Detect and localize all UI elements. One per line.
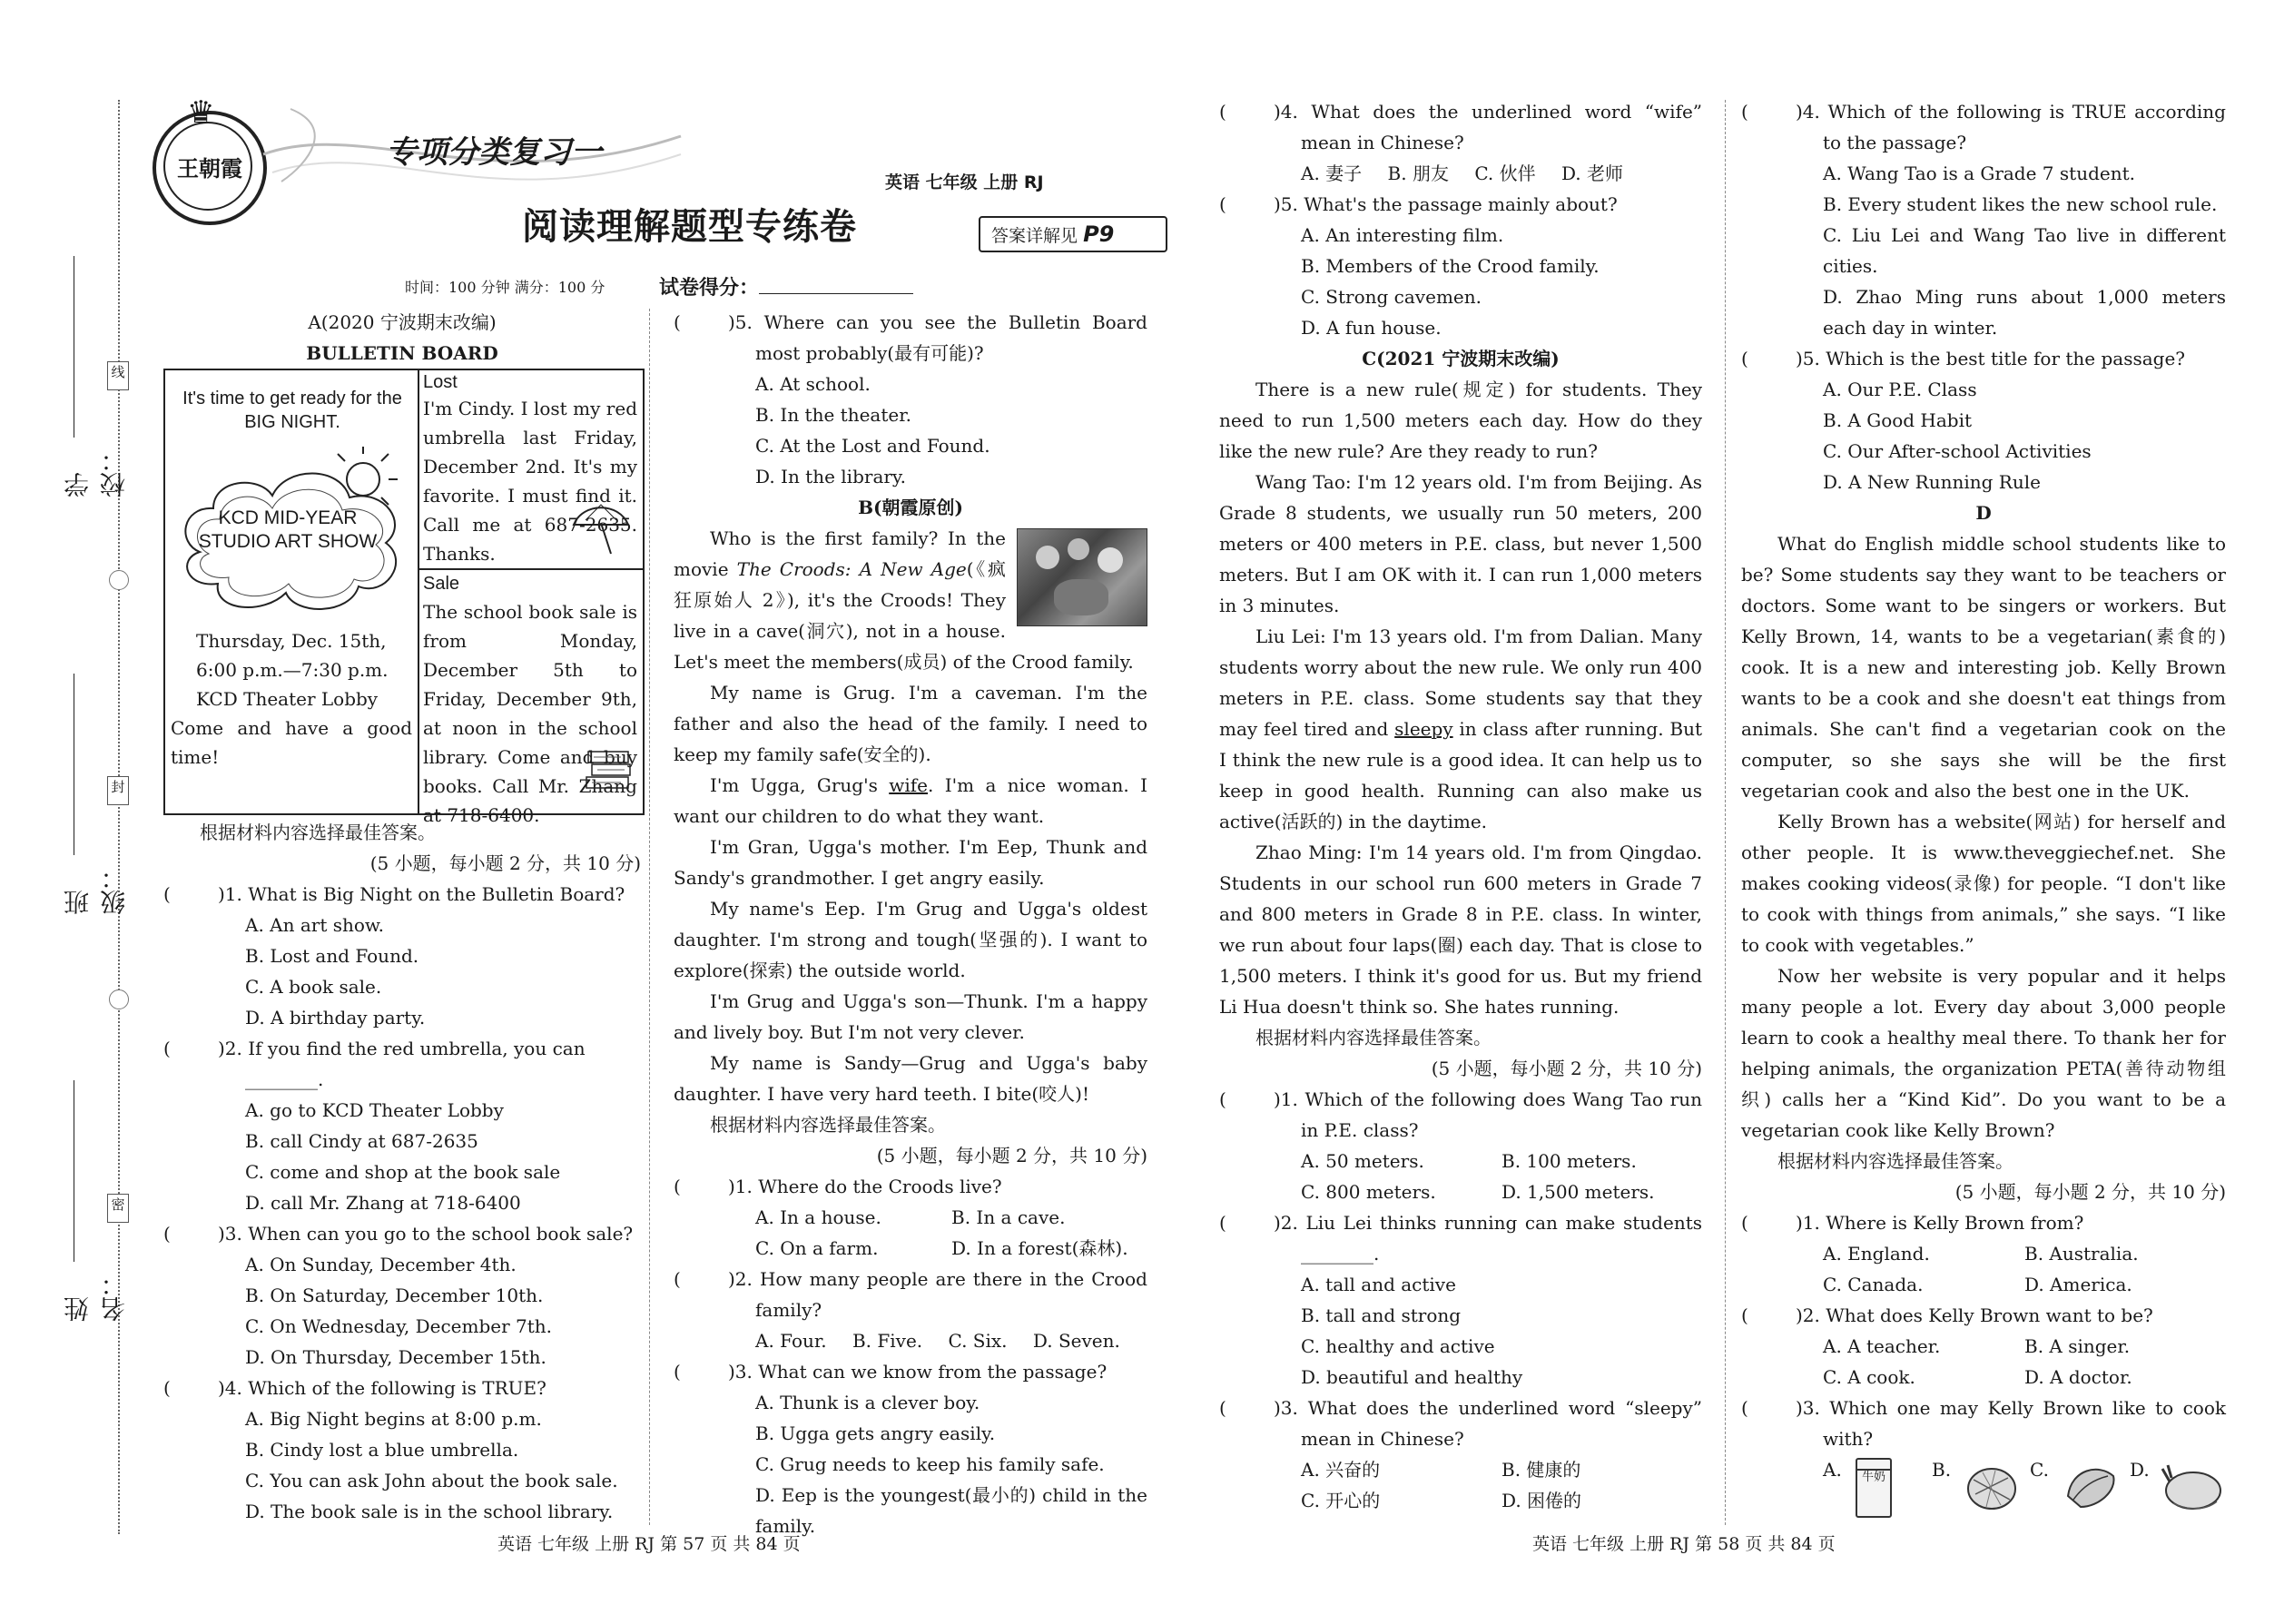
event-place: KCD Theater Lobby	[196, 688, 379, 710]
option[interactable]: B. Members of the Crood family.	[1301, 255, 1600, 277]
option[interactable]: B. A singer.	[2024, 1335, 2131, 1357]
sale-text: The school book sale is from Monday, December 5th to Friday, December 9th, at noon in the school library. Come and buy books. Call Mr. Zhang at 718-6400.	[423, 601, 637, 826]
vegetable-icon	[2063, 1460, 2119, 1512]
question-c1[interactable]: ( )1. Which of the following does Wang Tao run in P.E. class?	[1219, 1088, 1702, 1141]
question-a2[interactable]: ( )2. If you find the red umbrella, you can ________.	[163, 1038, 586, 1090]
roast-chicken-icon	[2161, 1458, 2224, 1514]
time-score: 时间：100 分钟 满分：100 分	[405, 279, 605, 296]
question-a4[interactable]: ( )4. Which of the following is TRUE?	[163, 1377, 546, 1399]
option[interactable]: A. On Sunday, December 4th.	[245, 1254, 517, 1275]
question-c3[interactable]: ( )3. What does the underlined word “sleepy” mean in Chinese?	[1219, 1397, 1702, 1450]
points-b: (5 小题，每小题 2 分，共 10 分)	[876, 1145, 1147, 1166]
points-d: (5 小题，每小题 2 分，共 10 分)	[1954, 1181, 2226, 1203]
footer-left: 英语 七年级 上册 RJ 第 57 页 共 84 页	[497, 1534, 801, 1554]
option[interactable]: A. An art show.	[245, 914, 385, 936]
score-label: 试卷得分：	[659, 277, 760, 300]
option[interactable]: C. Grug needs to keep his family safe.	[755, 1453, 1105, 1475]
logo-text: 王朝霞	[177, 155, 242, 182]
instruction-d: 根据材料内容选择最佳答案。	[1777, 1150, 2013, 1172]
option[interactable]: B. 100 meters.	[1501, 1150, 1637, 1172]
answer-ref-box	[979, 216, 1167, 252]
options-b2	[674, 1325, 1147, 1356]
question-a5[interactable]: ( )5. Where can you see the Bulletin Board most probably(最有可能)?	[674, 311, 1147, 364]
option[interactable]: D. America.	[2024, 1274, 2132, 1295]
options-d1	[1741, 1238, 2226, 1300]
score-field[interactable]	[659, 272, 913, 300]
b-paragraph-4: I'm Gran, Ugga's mother. I'm Eep, Thunk and Sandy's grandmother. I get angry easily.	[674, 836, 1147, 889]
options-d2	[1741, 1331, 2226, 1393]
option[interactable]: B. A Good Habit	[1823, 409, 1973, 431]
option[interactable]: C. Liu Lei and Wang Tao live in different cities.	[1823, 224, 2226, 277]
option[interactable]: A. England.	[1823, 1243, 1930, 1265]
footer-right: 英语 七年级 上册 RJ 第 58 页 共 84 页	[1532, 1534, 1836, 1554]
column-1	[163, 307, 641, 369]
series-title: 专项分类复习一	[386, 134, 602, 171]
event-time: 6:00 p.m.—7:30 p.m.	[196, 659, 389, 681]
milk-label: 牛奶	[1861, 1471, 1885, 1484]
option[interactable]: A. In a house.	[755, 1206, 881, 1228]
options-b4	[1219, 158, 1702, 189]
option[interactable]: D. 困倦的	[1501, 1490, 1582, 1511]
bulletin-board	[163, 369, 645, 826]
c-paragraph-2: Wang Tao: I'm 12 years old. I'm from Beijing. As Grade 8 students, we usually run 50 meters, 200 meters or 400 meters in P.E. class, but never 1,500 meters. But I am OK with it. I can run 1,000 meters in 3 minutes.	[1219, 471, 1702, 616]
option[interactable]: A. 50 meters.	[1301, 1150, 1424, 1172]
option[interactable]: C. Canada.	[1823, 1274, 1924, 1295]
question-c2[interactable]: ( )2. Liu Lei thinks running can make students ________.	[1219, 1212, 1702, 1265]
option[interactable]: A.	[1823, 1459, 1842, 1481]
option[interactable]: B. tall and strong	[1301, 1304, 1462, 1326]
question-b4[interactable]: ( )4. What does the underlined word “wife” mean in Chinese?	[1219, 101, 1702, 153]
subject-info: 英语 七年级 上册 RJ	[885, 172, 1044, 192]
c-paragraph-3: Liu Lei: I'm 13 years old. I'm from Dalian. Many students worry about the new rule. We only run 400 meters in P.E. class. Some students say that they may feel tired and sleepy in class after running. But I think the new rule is a good idea. It can help us to keep in good health. Running can also make us active(活跃的) in the daytime.	[1219, 625, 1702, 832]
event-date: Thursday, Dec. 15th,	[196, 630, 387, 652]
option[interactable]: D.	[2130, 1459, 2150, 1481]
underlined-wife: wife	[889, 774, 928, 796]
question-b5[interactable]: ( )5. What's the passage mainly about?	[1219, 193, 1618, 215]
option[interactable]: D. beautiful and healthy	[1301, 1366, 1523, 1388]
option[interactable]: C. 伙伴	[1474, 162, 1536, 184]
seal-mark-1: 线	[107, 361, 129, 390]
option[interactable]: C. On Wednesday, December 7th.	[245, 1315, 552, 1337]
section-b-heading: B(朝霞原创)	[858, 497, 963, 518]
underlined-sleepy: sleepy	[1394, 718, 1453, 740]
option[interactable]: D. 1,500 meters.	[1501, 1181, 1655, 1203]
b-paragraph-5: My name's Eep. I'm Grug and Ugga's oldest daughter. I'm strong and tough(坚强的). I want to explore(探索) the outside world.	[674, 898, 1147, 981]
crown-icon: ♛	[187, 94, 215, 131]
options-c1	[1219, 1146, 1702, 1207]
hole-2	[109, 989, 129, 1009]
option[interactable]: C. At the Lost and Found.	[755, 435, 990, 457]
b-paragraph-2: My name is Grug. I'm a caveman. I'm the father and also the head of the family. I need to keep my family safe(安全的).	[674, 682, 1147, 765]
class-label: 班级：	[63, 864, 129, 915]
section-c-heading: C(2021 宁波期末改编)	[1362, 348, 1560, 369]
option[interactable]: A. Four.	[755, 1330, 827, 1352]
c-paragraph-1: There is a new rule(规定) for students. They need to run 1,500 meters each day. How do they like the new rule? Are they ready to run?	[1219, 379, 1702, 462]
points-c: (5 小题，每小题 2 分，共 10 分)	[1431, 1058, 1702, 1079]
seal-mark-2: 封	[107, 776, 129, 805]
option[interactable]: A. At school.	[755, 373, 871, 395]
lost-title: Lost	[423, 372, 458, 392]
options-d3	[1741, 1454, 2226, 1520]
question-d2[interactable]: ( )2. What does Kelly Brown want to be?	[1741, 1304, 2153, 1326]
name-label: 姓名：	[63, 1271, 129, 1322]
option[interactable]: C. come and shop at the book sale	[245, 1161, 561, 1183]
section-a-questions	[163, 817, 641, 1527]
option[interactable]: B. Lost and Found.	[245, 945, 419, 967]
question-c5[interactable]: ( )5. Which is the best title for the passage?	[1741, 348, 2186, 369]
option[interactable]: B. In the theater.	[755, 404, 911, 426]
option[interactable]: A. Thunk is a clever boy.	[755, 1392, 980, 1413]
instruction-c: 根据材料内容选择最佳答案。	[1255, 1027, 1492, 1048]
fish-icon	[1964, 1462, 2019, 1512]
umbrella-icon	[569, 497, 633, 561]
column-3	[1219, 96, 1702, 1516]
option[interactable]: C. Strong cavemen.	[1301, 286, 1482, 308]
option[interactable]: A. Wang Tao is a Grade 7 student.	[1823, 162, 2135, 184]
column-divider	[1725, 100, 1726, 1525]
instruction-a: 根据材料内容选择最佳答案。	[200, 822, 436, 843]
option[interactable]: D. call Mr. Zhang at 718-6400	[245, 1192, 521, 1214]
seal-mark-3: 密	[107, 1194, 129, 1223]
sale-title: Sale	[423, 574, 460, 594]
options-b1	[674, 1202, 1147, 1264]
option[interactable]: D. On Thursday, December 15th.	[245, 1346, 546, 1368]
hole-1	[109, 570, 129, 590]
question-b2[interactable]: ( )2. How many people are there in the Crood family?	[674, 1268, 1147, 1321]
option[interactable]: A. 兴奋的	[1301, 1459, 1381, 1481]
option[interactable]: C. A book sale.	[245, 976, 382, 998]
b-paragraph-3: I'm Ugga, Grug's wife. I'm a nice woman. I want our children to do what they want.	[674, 774, 1147, 827]
option[interactable]: A. An interesting film.	[1301, 224, 1504, 246]
column-2	[674, 307, 1147, 1541]
option[interactable]: A. Big Night begins at 8:00 p.m.	[245, 1408, 542, 1430]
column-divider	[649, 309, 650, 1525]
options-c3	[1219, 1454, 1702, 1516]
option[interactable]: C. 开心的	[1301, 1490, 1381, 1511]
option[interactable]: B. 朋友	[1387, 162, 1449, 184]
option[interactable]: A. Our P.E. Class	[1823, 379, 1977, 400]
option[interactable]: B. Five.	[852, 1330, 923, 1352]
question-c4[interactable]: ( )4. Which of the following is TRUE according to the passage?	[1741, 101, 2226, 153]
option[interactable]: D. A fun house.	[1301, 317, 1442, 339]
d-paragraph-3: Now her website is very popular and it helps many people a lot. Every day about 3,000 people learn to cook a healthy meal there. To thank her for helping animals, the organization PETA(善待动物组织) calls her a “Kind Kid”. Do you want to be a vegetarian cook like Kelly Brown?	[1741, 965, 2226, 1141]
answer-ref-page: P9	[1083, 221, 1115, 247]
question-b3[interactable]: ( )3. What can we know from the passage?	[674, 1361, 1108, 1383]
option[interactable]: B. In a cave.	[951, 1206, 1066, 1228]
option[interactable]: C. Our After-school Activities	[1823, 440, 2092, 462]
section-d-heading: D	[1975, 502, 1992, 524]
publisher-logo	[153, 94, 267, 225]
question-b1[interactable]: ( )1. Where do the Croods live?	[674, 1176, 1002, 1197]
option[interactable]: D. In a forest(森林).	[951, 1237, 1128, 1259]
instruction-b: 根据材料内容选择最佳答案。	[710, 1114, 946, 1136]
option[interactable]: C. A cook.	[1823, 1366, 1915, 1388]
b-paragraph-7: My name is Sandy—Grug and Ugga's baby daughter. I have very hard teeth. I bite(咬人)!	[674, 1052, 1147, 1105]
art-show-title: KCD MID-YEAR STUDIO ART SHOW	[198, 507, 378, 552]
croods-photo	[1017, 528, 1147, 626]
movie-title: The Croods: A New Age	[736, 558, 967, 580]
books-icon	[585, 743, 635, 799]
option[interactable]: D. The book sale is in the school library.	[245, 1501, 614, 1522]
lost-text: I'm Cindy. I lost my red umbrella last Friday, December 2nd. It's my favorite. I must find it. Call me at 687-2635. Thanks.	[423, 398, 637, 565]
option[interactable]: A. 妻子	[1301, 162, 1363, 184]
exam-title: 阅读理解题型专练卷	[522, 205, 857, 248]
c-paragraph-4: Zhao Ming: I'm 14 years old. I'm from Qingdao. Students in our school run 600 meters in Grade 7 and 800 meters in Grade 8 in P.E. class. In winter, we run about four laps(圈) each day. That is close to 1,500 meters. I think it's good for us. But my friend Li Hua doesn't think so. She hates running.	[1219, 842, 1702, 1018]
option[interactable]: D. A doctor.	[2024, 1366, 2132, 1388]
option[interactable]: B. Cindy lost a blue umbrella.	[245, 1439, 519, 1461]
question-a1[interactable]: ( )1. What is Big Night on the Bulletin Board?	[163, 883, 625, 905]
option[interactable]: D. Eep is the youngest(最小的) child in the family.	[755, 1484, 1147, 1537]
option[interactable]: C.	[2030, 1459, 2049, 1481]
option[interactable]: B. On Saturday, December 10th.	[245, 1284, 544, 1306]
b-paragraph-6: I'm Grug and Ugga's son—Thunk. I'm a happy and lively boy. But I'm not very clever.	[674, 990, 1147, 1043]
option[interactable]: C. Six.	[948, 1330, 1008, 1352]
option[interactable]: A. tall and active	[1301, 1274, 1456, 1295]
option[interactable]: C. 800 meters.	[1301, 1181, 1436, 1203]
option[interactable]: C. On a farm.	[755, 1237, 879, 1259]
school-label: 学校：	[63, 447, 129, 497]
option[interactable]: D. Seven.	[1032, 1330, 1120, 1352]
column-4	[1741, 96, 2226, 1520]
option[interactable]: B. call Cindy at 687-2635	[245, 1130, 478, 1152]
d-paragraph-2: Kelly Brown has a website(网站) for herself and other people. It is www.theveggiechef.net. She makes cooking videos(录像) for people. “I don't like to cook with things from animals,” she says. “I like to cook with vegetables.”	[1741, 811, 2226, 956]
option[interactable]: A. go to KCD Theater Lobby	[245, 1099, 504, 1121]
option[interactable]: B. Ugga gets angry easily.	[755, 1422, 996, 1444]
board-title: BULLETIN BOARD	[306, 342, 498, 364]
milk-icon	[1856, 1458, 1892, 1518]
notice-intro: It's time to get ready for the BIG NIGHT.	[182, 389, 402, 432]
option[interactable]: A. A teacher.	[1823, 1335, 1941, 1357]
question-a3[interactable]: ( )3. When can you go to the school book sale?	[163, 1223, 634, 1245]
option[interactable]: B. Every student likes the new school rule.	[1823, 193, 2218, 215]
option[interactable]: C. healthy and active	[1301, 1335, 1495, 1357]
option[interactable]: D. In the library.	[755, 466, 906, 487]
section-a-heading: A(2020 宁波期末改编)	[308, 311, 497, 333]
option[interactable]: D. Zhao Ming runs about 1,000 meters each day in winter.	[1823, 286, 2226, 339]
points-a: (5 小题，每小题 2 分，共 10 分)	[369, 852, 641, 874]
option[interactable]: B.	[1932, 1459, 1952, 1481]
event-invite: Come and have a good time!	[171, 717, 412, 768]
option[interactable]: B. 健康的	[1501, 1459, 1581, 1481]
option[interactable]: C. You can ask John about the book sale.	[245, 1470, 618, 1491]
option[interactable]: D. A New Running Rule	[1823, 471, 2041, 493]
option[interactable]: D. A birthday party.	[245, 1007, 426, 1029]
b-paragraph-1: Who is the first family? In the movie The Croods: A New Age(《疯狂原始人 2》), it's the Croods! They live in a cave(洞穴), not in a house. Let's meet the members(成员) of the Crood family.	[674, 527, 1134, 673]
option[interactable]: D. 老师	[1561, 162, 1624, 184]
question-d3[interactable]: ( )3. Which one may Kelly Brown like to cook with?	[1741, 1397, 2226, 1450]
answer-ref-label: 答案详解见	[991, 226, 1078, 246]
question-d1[interactable]: ( )1. Where is Kelly Brown from?	[1741, 1212, 2084, 1234]
d-paragraph-1: What do English middle school students like to be? Some students say they want to be teachers or doctors. Some want to be singers or workers. But Kelly Brown, 14, wants to be a vegetarian(素食的) cook. It is a new and interesting job. Kelly Brown wants to be a cook and she doesn't eat things from animals. She can't find a vegetarian cook on the computer, so she says she will be the first vegetarian cook and also the best one in the UK.	[1741, 533, 2226, 802]
option[interactable]: B. Australia.	[2024, 1243, 2139, 1265]
